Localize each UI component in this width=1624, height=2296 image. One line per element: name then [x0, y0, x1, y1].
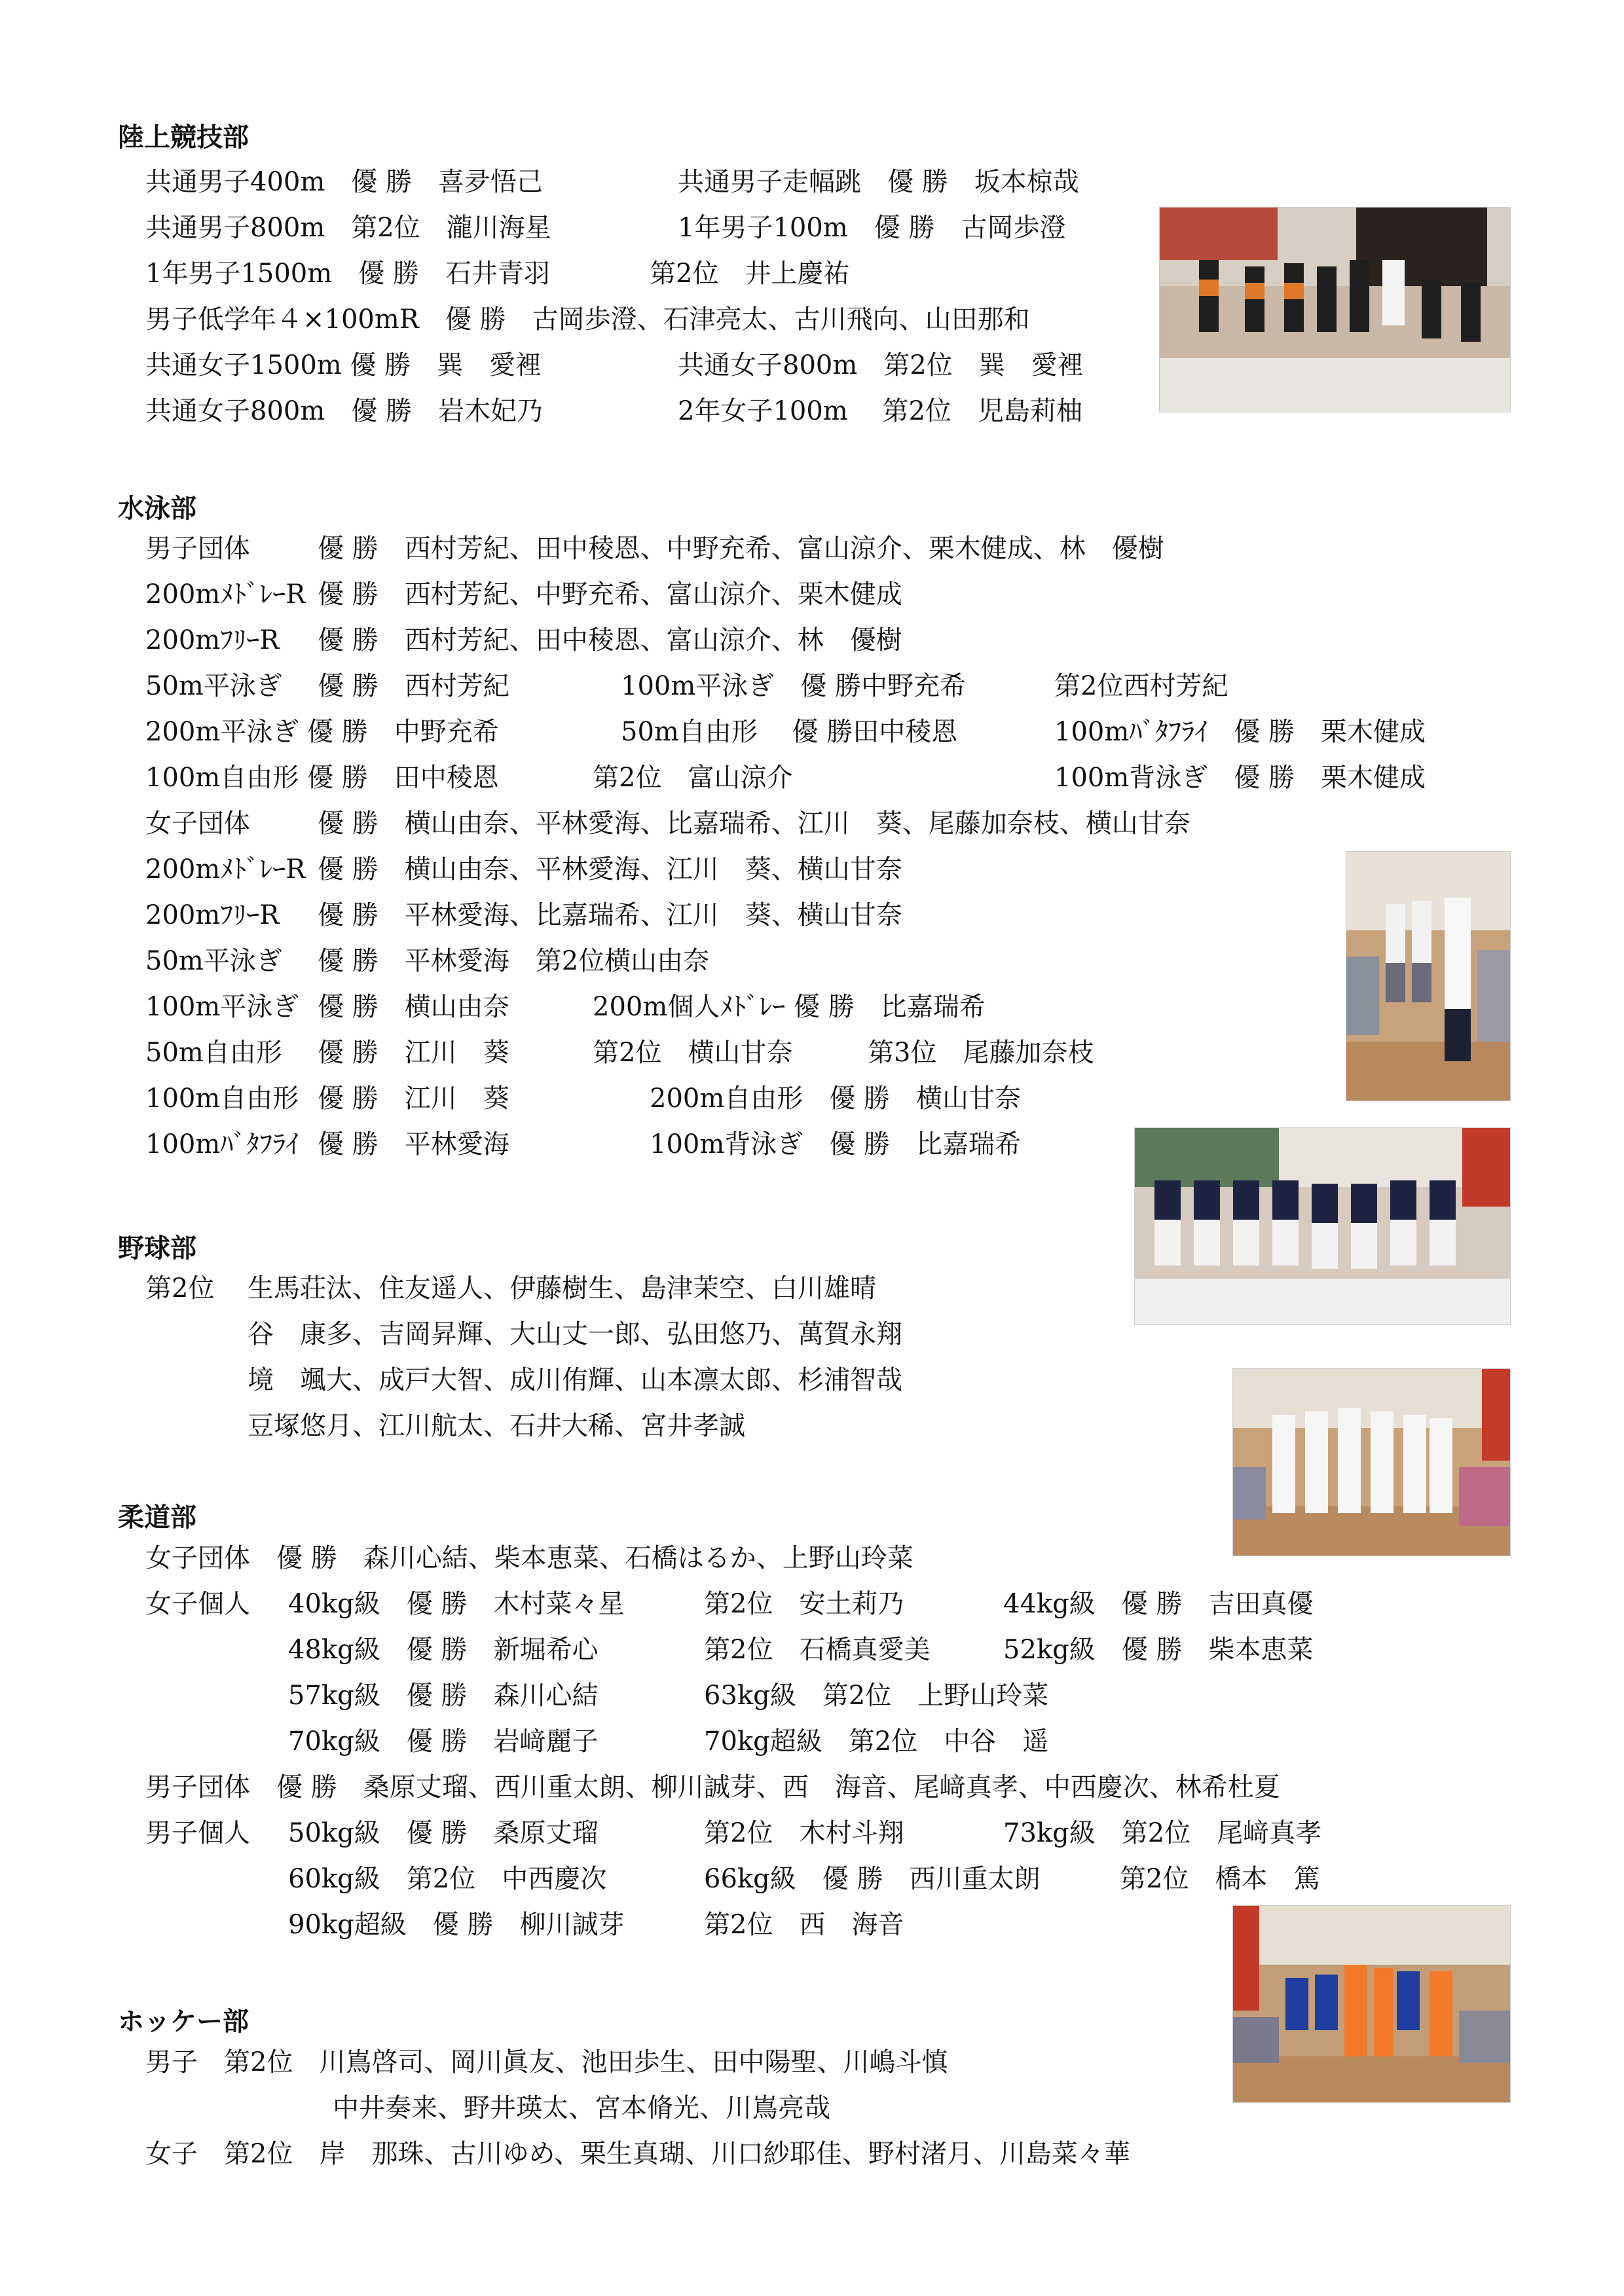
section-title-judo: 柔道部 — [118, 1503, 196, 1533]
award-line: 100m平泳ぎ 優 勝中野充希 — [621, 671, 966, 701]
section-title-swim: 水泳部 — [118, 494, 196, 524]
award-line: 48kg級 優 勝 新堀希心 — [288, 1635, 599, 1665]
award-line: 60kg級 第2位 中西慶次 — [288, 1864, 607, 1894]
award-line: 100m自由形 優 勝 田中稜恩 — [145, 763, 499, 793]
event-label: 100m自由形 — [145, 1084, 299, 1114]
award-line: 44kg級 優 勝 吉田真優 — [1003, 1589, 1314, 1619]
award-line: 共通男子400m 優 勝 喜夛悟己 — [145, 167, 543, 197]
award-line: 第2位西村芳紀 — [1054, 671, 1228, 701]
swim-team-photo — [1346, 851, 1511, 1101]
event-label: 200mﾒﾄﾞﾚｰR — [145, 854, 306, 884]
hockey-team-photo — [1232, 1905, 1511, 2103]
award-line: 女子 第2位 岸 那珠、古川ゆめ、栗生真瑚、川口紗耶佳、野村渚月、川島菜々華 — [145, 2139, 1130, 2169]
award-line: 200m自由形 優 勝 横山甘奈 — [650, 1084, 1021, 1114]
award-line: 優 勝 西村芳紀、田中稜恩、中野充希、富山涼介、栗木健成、林 優樹 — [318, 534, 1164, 564]
award-line: 52kg級 優 勝 柴本恵菜 — [1003, 1635, 1314, 1665]
award-line: 90kg超級 優 勝 柳川誠芽 — [288, 1910, 625, 1940]
award-line: 優 勝 江川 葵 — [318, 1038, 509, 1068]
event-label: 男子団体 — [145, 534, 250, 564]
event-label: 200mﾌﾘｰR — [145, 625, 280, 655]
event-label: 200mﾒﾄﾞﾚｰR — [145, 579, 306, 610]
award-line: 50m自由形 優 勝田中稜恩 — [621, 717, 958, 747]
award-line: 女子団体 優 勝 森川心結、柴本恵菜、石橋はるか、上野山玲菜 — [145, 1543, 913, 1573]
section-title-track: 陸上競技部 — [118, 122, 249, 153]
division-label: 女子個人 — [145, 1589, 250, 1619]
member-line: 豆塚悠月、江川航太、石井大稀、宮井孝誠 — [248, 1411, 745, 1441]
division-label: 男子個人 — [145, 1818, 250, 1848]
member-line: 境 颯大、成戸大智、成川侑輝、山本凛太郎、杉浦智哉 — [248, 1365, 902, 1395]
track-team-photo — [1159, 207, 1511, 412]
award-line: 優 勝 平林愛海、比嘉瑞希、江川 葵、横山甘奈 — [318, 900, 902, 930]
section-title-baseball: 野球部 — [118, 1233, 196, 1264]
award-line: 共通女子800m 第2位 巽 愛裡 — [678, 350, 1084, 380]
award-line: 100m背泳ぎ 優 勝 比嘉瑞希 — [650, 1129, 1021, 1159]
event-label: 女子団体 — [145, 809, 250, 839]
award-line: 50kg級 優 勝 桑原丈瑠 — [288, 1818, 599, 1848]
award-line: 共通男子走幅跳 優 勝 坂本椋哉 — [678, 167, 1079, 197]
member-line: 谷 康多、吉岡昇輝、大山丈一郎、弘田悠乃、萬賀永翔 — [248, 1319, 902, 1349]
event-label: 50m平泳ぎ — [145, 946, 282, 976]
judo-team-photo — [1232, 1368, 1511, 1556]
award-line: 73kg級 第2位 尾﨑真孝 — [1003, 1818, 1322, 1848]
award-line: 共通女子1500m 優 勝 巽 愛裡 — [145, 350, 542, 380]
award-line: 100mﾊﾞﾀﾌﾗｲ 優 勝 栗木健成 — [1054, 717, 1426, 747]
award-line: 共通男子800m 第2位 瀧川海星 — [145, 213, 551, 243]
award-line: 57kg級 優 勝 森川心結 — [288, 1681, 599, 1711]
award-line: 第2位 横山甘奈 — [593, 1038, 793, 1068]
event-label: 50m自由形 — [145, 1038, 282, 1068]
award-line: 第3位 尾藤加奈枝 — [868, 1038, 1094, 1068]
award-line: 第2位 橋本 篤 — [1120, 1864, 1320, 1894]
award-line: 優 勝 横山由奈、平林愛海、江川 葵、横山甘奈 — [318, 854, 902, 884]
award-line: 優 勝 西村芳紀、中野充希、富山涼介、栗木健成 — [318, 579, 902, 610]
award-line: 200m平泳ぎ 優 勝 中野充希 — [145, 717, 499, 747]
award-line: 第2位 井上慶祐 — [650, 259, 850, 289]
award-line: 70kg級 優 勝 岩﨑麗子 — [288, 1726, 599, 1757]
event-label: 100mﾊﾞﾀﾌﾗｲ — [145, 1129, 299, 1159]
award-line: 第2位 安土莉乃 — [704, 1589, 904, 1619]
award-line: 1年男子1500m 優 勝 石井青羽 — [145, 259, 550, 289]
baseball-team-photo — [1134, 1127, 1511, 1325]
award-line: 優 勝 横山由奈 — [318, 992, 509, 1022]
award-line: 2年女子100m 第2位 児島莉柚 — [678, 396, 1082, 426]
award-line: 共通女子800m 優 勝 岩木妃乃 — [145, 396, 543, 426]
member-line: 中井奏来、野井瑛太、宮本脩光、川嶌亮哉 — [333, 2093, 830, 2123]
award-line: 優 勝 江川 葵 — [318, 1084, 509, 1114]
event-label: 100m平泳ぎ — [145, 992, 299, 1022]
award-line: 優 勝 横山由奈、平林愛海、比嘉瑞希、江川 葵、尾藤加奈枝、横山甘奈 — [318, 809, 1190, 839]
award-line: 男子団体 優 勝 桑原丈瑠、西川重太朗、柳川誠芽、西 海音、尾﨑真孝、中西慶次、林希杜夏 — [145, 1772, 1280, 1802]
award-line: 第2位 木村斗翔 — [704, 1818, 904, 1848]
award-line: 1年男子100m 優 勝 古岡歩澄 — [678, 213, 1066, 243]
award-line: 40kg級 優 勝 木村菜々星 — [288, 1589, 625, 1619]
award-line: 66kg級 優 勝 西川重太朗 — [704, 1864, 1041, 1894]
event-label: 200mﾌﾘｰR — [145, 900, 280, 930]
award-line: 第2位 石橋真愛美 — [704, 1635, 931, 1665]
award-line: 200m個人ﾒﾄﾞﾚｰ 優 勝 比嘉瑞希 — [593, 992, 986, 1022]
section-title-hockey: ホッケー部 — [118, 2007, 249, 2037]
award-line: 男子 第2位 川嶌啓司、岡川眞友、池田歩生、田中陽聖、川嶋斗慎 — [145, 2047, 948, 2077]
member-line: 生馬荘汰、住友遥人、伊藤樹生、島津茉空、白川雄晴 — [248, 1273, 876, 1303]
award-line: 70kg超級 第2位 中谷 遥 — [704, 1726, 1049, 1757]
award-line: 優 勝 西村芳紀、田中稜恩、富山涼介、林 優樹 — [318, 625, 902, 655]
award-line: 優 勝 西村芳紀 — [318, 671, 509, 701]
award-line: 男子低学年４×100mR 優 勝 古岡歩澄、石津亮太、古川飛向、山田那和 — [145, 304, 1030, 335]
event-label: 50m平泳ぎ — [145, 671, 282, 701]
award-line: 優 勝 平林愛海 第2位横山由奈 — [318, 946, 710, 976]
award-line: 優 勝 平林愛海 — [318, 1129, 509, 1159]
award-line: 第2位 西 海音 — [704, 1910, 904, 1940]
award-line: 第2位 富山涼介 — [593, 763, 793, 793]
rank-label: 第2位 — [145, 1273, 215, 1303]
award-line: 63kg級 第2位 上野山玲菜 — [704, 1681, 1049, 1711]
award-line: 100m背泳ぎ 優 勝 栗木健成 — [1054, 763, 1426, 793]
